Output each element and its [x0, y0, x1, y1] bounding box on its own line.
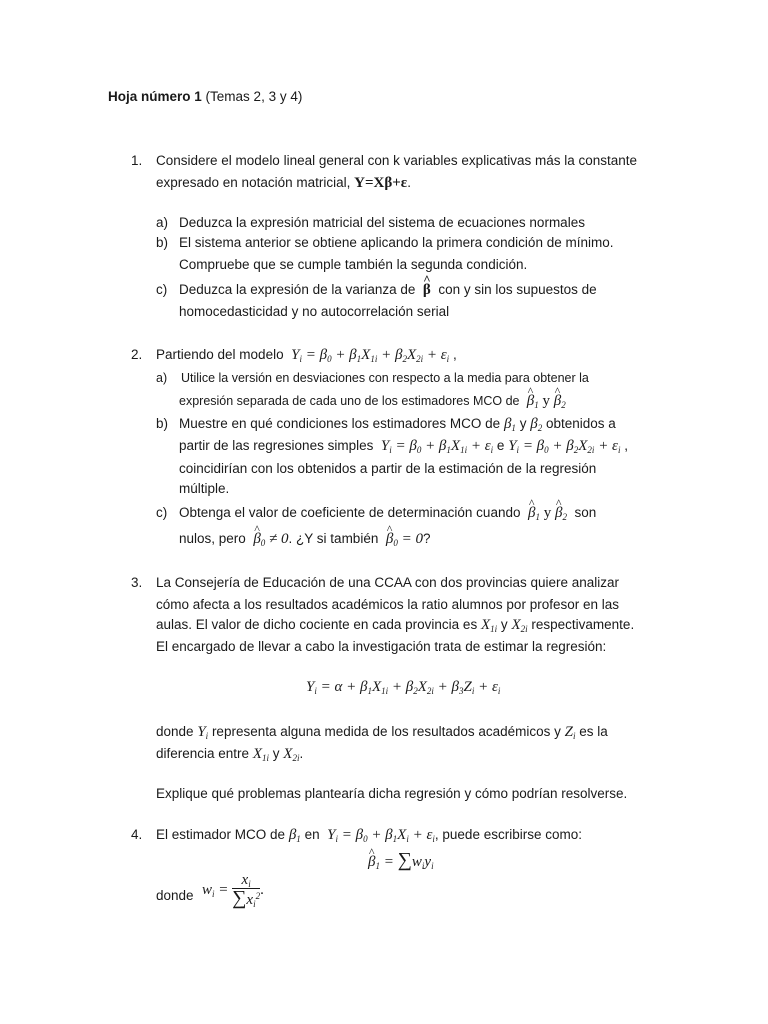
beta-hat-vector: ^ β: [419, 282, 434, 298]
q2-intro-text: Partiendo del modelo: [156, 347, 284, 362]
q2-b-line-4: múltiple.: [179, 481, 230, 496]
yi-symbol: $Y_i$: [197, 724, 209, 741]
beta1-symbol: $\beta_1$: [503, 416, 516, 433]
q3-line-2: cómo afecta a los resultados académicos la ratio alumnos por profesor en las: [156, 597, 619, 612]
beta1-beta2-hat-c: ^ $\beta_1$ y ^ $\beta_2$: [524, 505, 570, 521]
q2-c-text-post: son: [574, 505, 597, 520]
q1-b-line-2: Compruebe que se cumple también la segunda condición.: [179, 257, 528, 272]
q2-b-label: b): [156, 416, 169, 431]
q1-a-text: Deduzca la expresión matricial del sistema de ecuaciones normales: [179, 215, 585, 230]
x2i-symbol: $X_{2i}$: [511, 617, 528, 634]
q2-b-conj: y: [519, 416, 527, 431]
q2-a-line-2: [179, 391, 566, 412]
q1-line-2-text: expresado en notación matricial,: [156, 175, 351, 190]
q3-conj: y: [500, 617, 508, 632]
x2i-symbol-2: $X_{2i}$: [283, 746, 300, 763]
beta1-beta2-hat: ^ $\beta_1$ y ^ $\beta_2$: [523, 393, 566, 409]
q2-c-line-2: nulos, pero ^ $\beta_0 \ne 0$. ¿Y si también ^ $\beta_0 = 0$?: [179, 528, 430, 550]
q1-c-text-pre: Deduzca la expresión de la varianza de: [179, 282, 416, 297]
q4-model-formula: $Y_i = \beta_0 + \beta_1X_i + \varepsilon_i$: [323, 827, 435, 844]
beta0-hat-nonzero: ^ $\beta_0 \ne 0$: [250, 531, 289, 547]
q2-a-conj: y: [542, 393, 550, 409]
simple-regression-1: $Y_i = \beta_0 + \beta_1X_{1i} + \varepsilon_i$: [377, 438, 494, 455]
q4-text-pre: El estimador MCO de: [156, 827, 286, 842]
q2-number: 2.: [131, 347, 143, 362]
q2-a-line-1: Utilice la versión en desviaciones con respecto a la media para obtener la: [181, 371, 589, 385]
q3-line-3: [156, 614, 634, 636]
beta1-symbol-q4: $\beta_1$: [288, 827, 301, 844]
simple-regression-2: $Y_i = \beta_0 + \beta_2X_{2i} + \varepsilon_i$: [508, 438, 621, 455]
q4-text-en: en: [304, 827, 320, 842]
q1-a-label: a): [156, 215, 169, 230]
q3-explique: Explique qué problemas plantearía dicha regresión y cómo podrían resolverse.: [156, 786, 628, 801]
q2-a-label: a): [156, 371, 168, 385]
q2-model-formula: $Y_i = \beta_0 + \beta_1X_{1i} + \beta_2X_{2i} + \varepsilon_i$: [287, 347, 450, 364]
q2-a-line-2-text: expresión separada de cada uno de los estimadores MCO de: [179, 394, 520, 408]
q2-c-text-pre: Obtenga el valor de coeficiente de determinación cuando: [179, 505, 521, 520]
q3-diferencia-line: diferencia entre $X_{1i}$ y $X_{2i}$.: [156, 746, 304, 763]
q2-c-label: c): [156, 505, 168, 520]
q2-b-text-post: obtenidos a: [545, 416, 616, 431]
q2-b-line-2-text: partir de las regresiones simples: [179, 438, 374, 453]
q3-line-1: La Consejería de Educación de una CCAA con dos provincias quiere analizar: [156, 575, 620, 590]
q3-line-4: El encargado de llevar a cabo la investigación trata de estimar la regresión:: [156, 639, 607, 654]
beta2-symbol: $\beta_2$: [530, 416, 543, 433]
q3-conj-2: y: [272, 746, 280, 761]
q1-line-2: expresado en notación matricial, Y=Xβ+ε.: [156, 175, 411, 191]
q1-c-line-2: homocedasticidad y no autocorrelación serial: [179, 304, 450, 319]
q2-b-line-3: coincidirían con los obtenidos a partir de la estimación de la regresión: [179, 461, 597, 476]
q1-b-line-1: El sistema anterior se obtiene aplicando la primera condición de mínimo.: [179, 235, 614, 250]
q3-donde-mid: representa alguna medida de los resultados académicos y: [211, 724, 561, 739]
q3-line-3-text: aulas. El valor de dicho cociente en cada provincia es: [156, 617, 478, 632]
q3-number: 3.: [131, 575, 143, 590]
q3-donde-line: [156, 721, 608, 743]
q3-donde-text: donde: [156, 724, 194, 739]
x1i-symbol: $X_{1i}$: [480, 617, 498, 634]
q2-b-line-1: [179, 413, 616, 435]
q2-c-question: ¿Y si también: [296, 531, 379, 546]
q1-c-line-1: [179, 279, 597, 301]
q1-b-label: b): [156, 235, 169, 250]
q4-estimator-formula: ^ $\beta_1 = \sum w_iy_i$: [368, 850, 434, 873]
q1-c-label: c): [156, 282, 168, 297]
q4-weight-fraction: $\frac{x_i}{\sum x_i^2}$: [232, 872, 261, 909]
q3-diferencia-text: diferencia entre: [156, 746, 250, 761]
q3-donde-post: es la: [579, 724, 608, 739]
q2-b-line-2: partir de las regresiones simples $Y_i = \beta_0 + \beta_1X_{1i} + \varepsilon_i$ e $Y_i = \beta_0 + \beta_2X_{2i} + \varepsilon_i$ ,: [179, 438, 629, 455]
q1-matrix-formula: Y=Xβ+ε: [354, 175, 408, 191]
q2-c-line-2-text: nulos, pero: [179, 531, 246, 546]
q3-line-3-post: respectivamente.: [531, 617, 635, 632]
q2-c-conj: y: [543, 505, 552, 521]
q3-regression-formula: $Y_i = \alpha + \beta_1X_{1i} + \beta_2X_{2i} + \beta_3Z_i + \varepsilon_i$: [306, 679, 501, 696]
page-subtitle: (Temas 2, 3 y 4): [205, 89, 303, 104]
zi-symbol: $Z_i$: [564, 724, 576, 741]
q2-intro: Partiendo del modelo $Y_i = \beta_0 + \beta_1X_{1i} + \beta_2X_{2i} + \varepsilon_i$ ,: [156, 347, 457, 364]
beta0-hat-zero: ^ $\beta_0 = 0$: [382, 531, 423, 547]
x1i-symbol-2: $X_{1i}$: [252, 746, 270, 763]
q4-weight-formula: $w_i$ = $\frac{x_i}{\sum x_i^2}$ .: [202, 872, 264, 909]
q1-line-1: Considere el modelo lineal general con k variables explicativas más la constante: [156, 153, 638, 168]
page-title: Hoja número 1: [108, 89, 202, 104]
q4-donde: donde: [156, 888, 194, 903]
q1-number: 1.: [131, 153, 143, 168]
page-heading: [108, 86, 302, 107]
q4-text-post: , puede escribirse como:: [434, 827, 582, 842]
q2-b-text-pre: Muestre en qué condiciones los estimadores MCO de: [179, 416, 501, 431]
q1-c-text-post: con y sin los supuestos de: [438, 282, 597, 297]
q2-b-conj-e: e: [496, 438, 505, 453]
q4-number: 4.: [131, 827, 143, 842]
